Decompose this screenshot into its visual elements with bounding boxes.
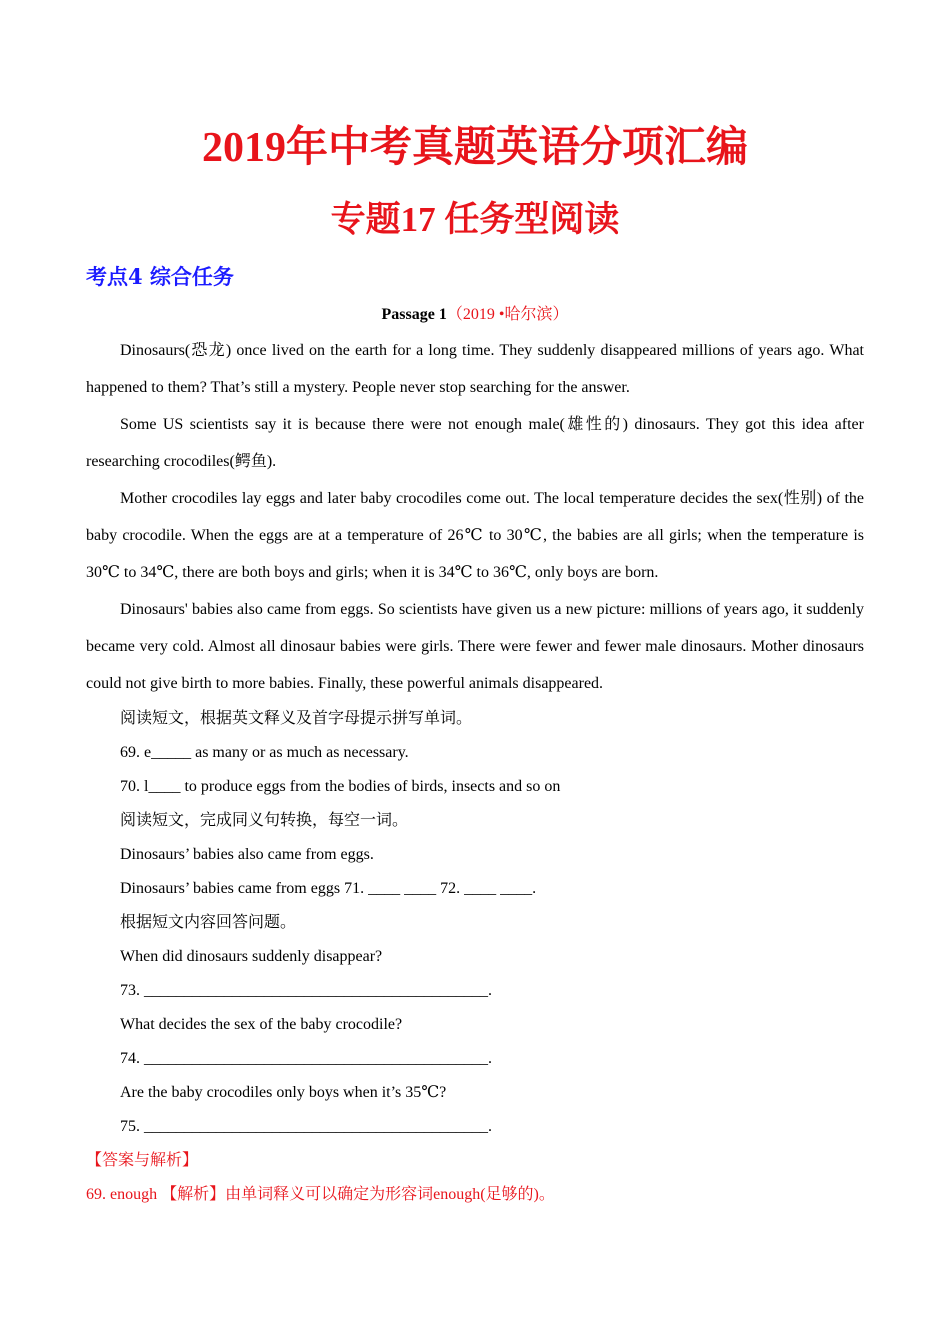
passage-paragraph: Dinosaurs(恐龙) once lived on the earth for a long time. They suddenly disappeared millions of years ago. What happened to them? That’s still a mystery. People never stop searching for the answer. [86, 342, 864, 396]
question-74-prompt: What decides the sex of the baby crocodile? [120, 1016, 403, 1033]
document-title: 2019年中考真题英语分项汇编 [201, 125, 748, 171]
question-73-prompt: When did dinosaurs suddenly disappear? [120, 948, 383, 965]
original-sentence: Dinosaurs’ babies also came from eggs. [120, 846, 374, 863]
instruction-answer: 根据短文内容回答问题。 [120, 914, 297, 931]
passage-paragraph: Some US scientists say it is because there were not enough male(雄性的) dinosaurs. They got this idea after researching crocodiles(鳄鱼). [86, 416, 864, 470]
question-69: 69. e_____ as many or as much as necessary. [120, 744, 409, 761]
passage-paragraph: Mother crocodiles lay eggs and later baby crocodiles come out. The local temperature decides the sex(性别) of the baby crocodile. When the eggs are at a temperature of 26℃ to 30℃, the babies are all girls; when the temperature is 30℃ to 34℃, there are both boys and girls; when it is 34℃ to 36℃, only boys are born. [86, 490, 864, 581]
instruction-spelling: 阅读短文，根据英文释义及首字母提示拼写单词。 [120, 710, 473, 727]
passage-heading [0, 302, 950, 328]
question-75-blank: 75. ___________________________________________. [120, 1118, 492, 1135]
passage-label: Passage 1 [381, 306, 447, 323]
question-70: 70. l____ to produce eggs from the bodies of birds, insects and so on [120, 778, 561, 795]
question-71-72: Dinosaurs’ babies came from eggs 71. ____ ____ 72. ____ ____. [120, 880, 537, 897]
question-75-prompt: Are the baby crocodiles only boys when it’s 35℃? [120, 1084, 447, 1101]
document-subtitle: 专题17 任务型阅读 [330, 200, 620, 239]
answer-69: 69. enough 【解析】由单词释义可以确定为形容词enough(足够的)。 [86, 1186, 555, 1203]
passage-paragraph: Dinosaurs' babies also came from eggs. So scientists have given us a new picture: millions of years ago, it suddenly became very cold. Almost all dinosaur babies were girls. There were fewer and fewer male dinosaurs. Mother dinosaurs could not give birth to more babies. Finally, these powerful animals disappeared. [86, 601, 864, 692]
passage-source: （2019 •哈尔滨） [446, 306, 569, 323]
question-73-blank: 73. ___________________________________________. [120, 982, 492, 999]
passage-content [86, 332, 864, 1212]
instruction-rewrite: 阅读短文，完成同义句转换，每空一词。 [120, 812, 409, 829]
answers-heading: 【答案与解析】 [86, 1152, 199, 1169]
question-74-blank: 74. ___________________________________________. [120, 1050, 492, 1067]
section-heading: 考点4 综合任务 [86, 264, 234, 289]
